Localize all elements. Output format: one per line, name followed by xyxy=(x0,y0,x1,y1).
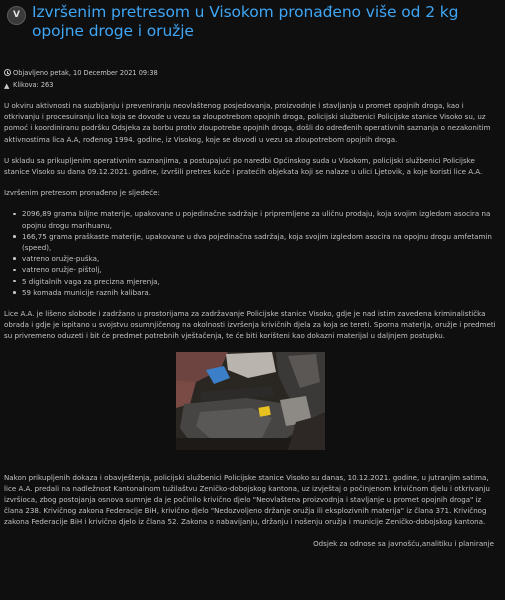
site-badge-icon[interactable]: V xyxy=(7,6,26,25)
article-meta xyxy=(4,67,497,91)
list-item: 5 digitalnih vaga za precizna mjerenja, xyxy=(12,276,497,287)
paragraph-prosecution: Nakon prikupljenih dokaza i obavještenja, policijski službenici Policijske stanice Visoko su danas, 10.12.2021. godine, u jutranjim satima, lice A.A. predali na nadležnost Kantonalnom tužilaštvu Zeničko-dobojskog kantona, uz izvještaj o počinjenom krivičnom djelu i otkrivanju izvršioca, zbog postojanja osnova sumnje da je počinilo krivično djelo "Neovlaštena proizvodnja i stavljanje u promet opojnih droga" iz člana 238. Krivičnog zakona Federacije BiH, krivično djelo "Nedozvoljeno držanje oružja ili eksplozivnih materija" iz člana 371. Krivičnog zakona Federacije BiH i krivično djelo iz člana 52. Zakona o nabavijanju, držanju i nošenju oružja i municije Zeničko-dobojskog kantona. xyxy=(4,472,490,527)
clicks-row xyxy=(4,79,497,91)
list-item: 59 komada municije raznih kalibara. xyxy=(12,287,497,298)
article-header xyxy=(4,0,497,41)
found-items-list xyxy=(4,208,497,298)
click-count: Klikova: 263 xyxy=(13,81,54,89)
publish-date-row xyxy=(4,67,497,79)
list-item: vatreno oružje- pištolj, xyxy=(12,264,497,275)
paragraph-arrest: Lice A.A. je lišeno slobode i zadržano u prostorijama za zadržavanje Policijske stanice Visoko, gdje je nad istim zavedena kriminalistička obrada i gdje je ispitano u svojstvu osumnjičenog na okolnosti izvršenja krivičnih djela za koja se tereti. Sporna materija, oružje i predmeti su privremeno oduzeti i bit će predmet potrebnih vještačenja, te će biti korišteni kao dokazni materijal u daljnjem postupku. xyxy=(4,309,496,341)
article-title[interactable]: Izvršenim pretresom u Visokom pronađeno više od 2 kg opojne droge i oružje xyxy=(32,3,459,40)
photo-container xyxy=(4,352,497,450)
article-signature: Odsjek za odnose sa javnošću,analitiku i planiranje xyxy=(313,538,494,548)
evidence-photo[interactable] xyxy=(176,352,325,450)
list-item: vatreno oružje-puška, xyxy=(12,253,497,264)
article-body xyxy=(4,100,497,549)
paragraph-search-order: U skladu sa prikupljenim operativnim saznanjima, a postupajući po naredbi Općinskog suda u Visokom, policijski službenici Policijske stanice Visoko su dana 09.12.2021. godine, izvršili pretres kuće i pratećih objekata koji se nalaze u ulici Ljetovik, a koje koristi lice A.A. xyxy=(4,155,483,177)
list-item: 166,75 grama praškaste materije, upakovane u dva pojedinačna sadržaja, koja svojim izgledom asocira na opojnu drogu amfetamin (speed), xyxy=(12,231,497,253)
paragraph-intro: U okviru aktivnosti na suzbijanju i preveniranju neovlaštenog posjedovanja, proizvodnje i stavljanja u promet opojnih droga, kao i otkrivanju i procesuiranju lica koja se dovode u vezu sa zloupotrebom opojnih droga, policijski službenici Policijske stanice Visoko su, uz pomoć i koordiniranu podršku Odsjeka za borbu protiv zloupotrebe opojnih droga, došli do određenih operativnih saznanja o nezakonitim aktivnostima lica A.A, rođenog 1994. godine, iz Visokog, koje se dovodi u vezu sa zloupotrebom opojnih droga. xyxy=(4,101,491,144)
publish-date: Objavljeno petak, 10 December 2021 09:38 xyxy=(13,69,158,77)
paragraph-found-heading: Izvršenim pretresom pronađeno je sljedeće: xyxy=(4,188,160,198)
clock-icon xyxy=(4,69,11,76)
pointer-icon: ▲ xyxy=(4,82,10,90)
list-item: 2096,89 grama biljne materije, upakovane u pojedinačne sadržaje i pripremljene za uličnu prodaju, koja svojim izgledom asocira na opojnu drogu marihuanu, xyxy=(12,208,497,230)
